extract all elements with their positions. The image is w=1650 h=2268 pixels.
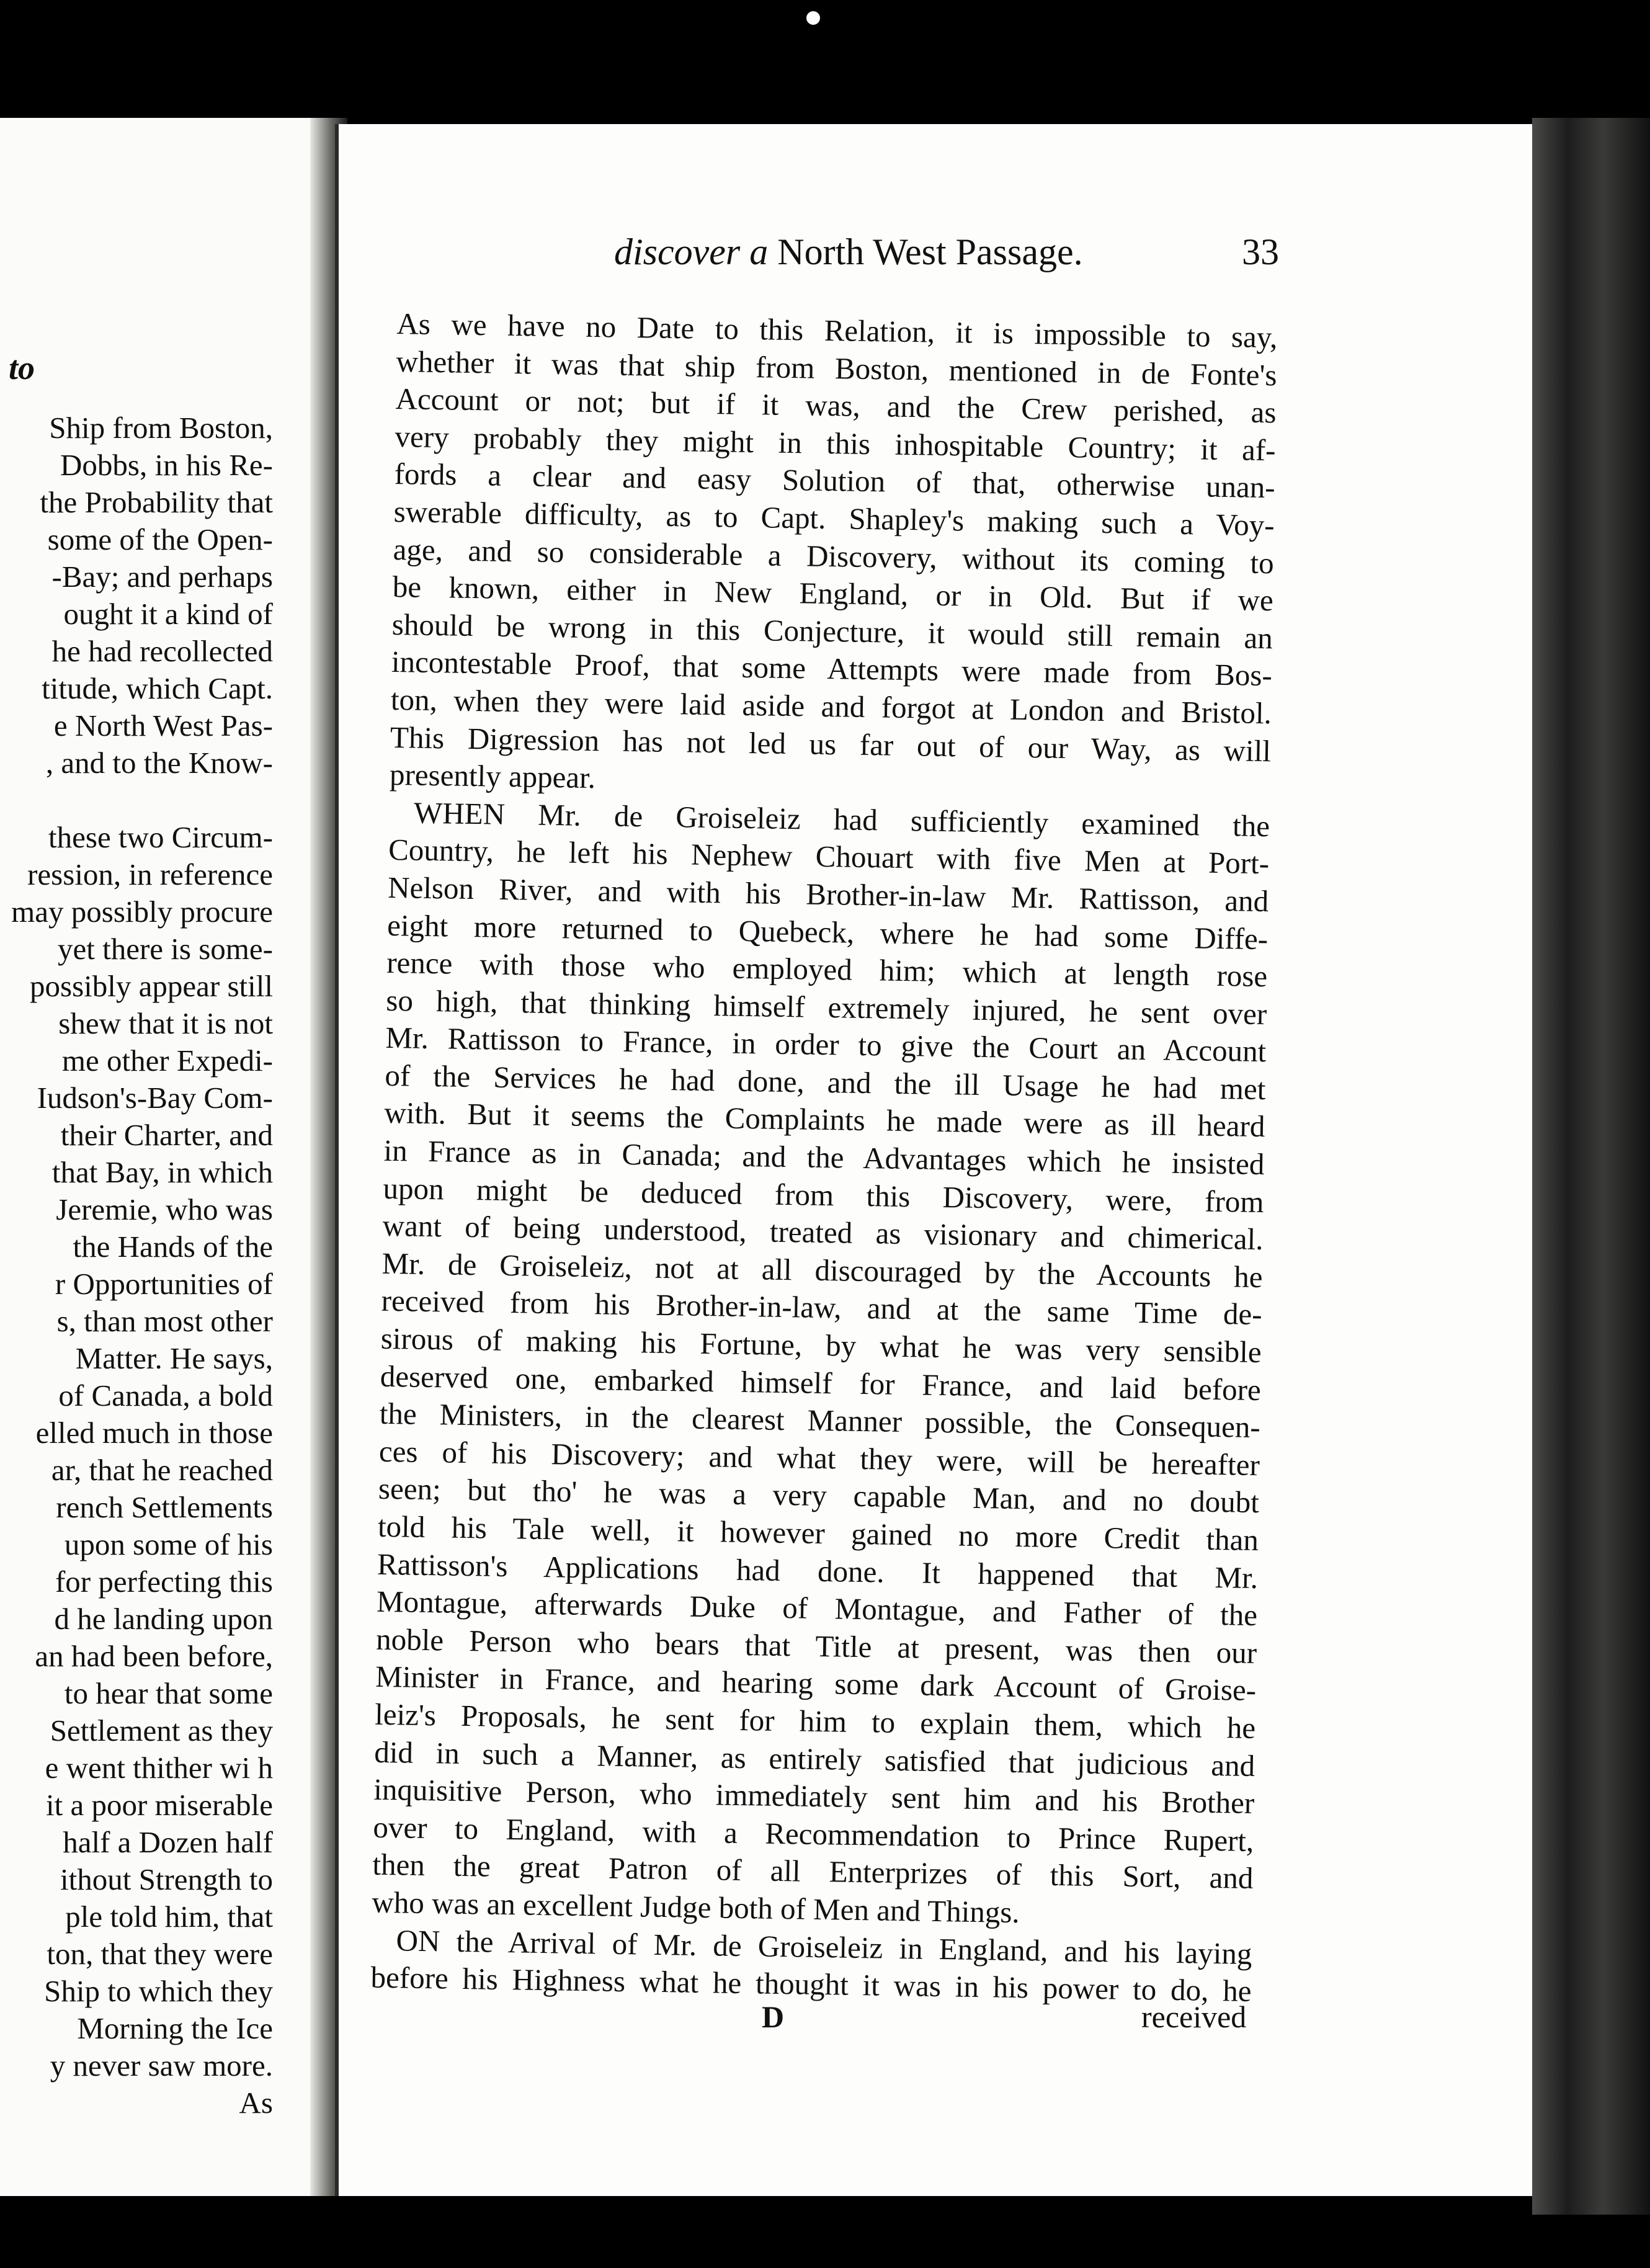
left-text-line: e North West Pas- (53, 708, 273, 743)
left-text-line: As (239, 2086, 273, 2120)
left-text-line: Ship to which they (44, 1974, 273, 2008)
text-line: did in such a Manner, as entirely satisfied that judicious and (373, 1734, 1255, 1783)
running-head-italic: discover a (614, 231, 769, 272)
paragraph-3 (370, 1921, 1252, 2010)
left-text-line: these two Circum- (48, 820, 273, 854)
text-line: who was an excellent Judge both of Men and Things. (372, 1885, 1020, 1930)
left-text-line: of Canada, a bold (58, 1378, 273, 1413)
text-line: eight more returned to Quebeck, where he had some Diffe- (386, 908, 1269, 956)
text-line: want of being understood, treated as visionary and chimerical. (382, 1208, 1264, 1257)
left-text-line: Matter. He says, (75, 1341, 273, 1375)
text-line: so high, that thinking himself extremely injured, he sent over (385, 983, 1267, 1031)
left-text-line: Jeremie, who was (56, 1192, 273, 1226)
text-line: swerable difficulty, as to Capt. Shapley's making such a Voy- (393, 494, 1275, 543)
left-text-line: d he landing upon (54, 1602, 273, 1636)
running-head-roman: North West Passage. (768, 231, 1083, 272)
left-text-line: , and to the Know- (45, 746, 273, 780)
book-edge (1532, 118, 1650, 2215)
text-line: seen; but tho' he was a very capable Man, and no doubt (378, 1471, 1260, 1520)
text-line: be known, either in New England, or in Old. But if we (392, 569, 1274, 618)
text-line: ton, when they were laid aside and forgot at London and Bristol. (390, 682, 1272, 731)
text-line: age, and so considerable a Discovery, without its coming to (393, 532, 1275, 580)
left-text-line (11, 782, 273, 819)
left-text-line: ression, in reference (27, 857, 273, 891)
left-text-line: y never saw more. (50, 2048, 273, 2083)
text-line: very probably they might in this inhospitable Country; it af- (395, 419, 1276, 468)
left-text-line: Dobbs, in his Re- (60, 448, 273, 482)
left-text-line: some of the Open- (47, 522, 273, 556)
page-speck (806, 11, 820, 25)
text-line: rence with those who employed him; which at length rose (386, 945, 1268, 994)
left-text-line: ple told him, that (65, 1900, 273, 1934)
text-line: before his Highness what he thought it was in his power to do, he (370, 1960, 1252, 2009)
left-text-line: ton, that they were (47, 1937, 273, 1971)
text-line: As we have no Date to this Relation, it is impossible to say, (396, 306, 1278, 355)
left-text-line: the Probability that (40, 485, 273, 519)
text-line: WHEN Mr. de Groiseleiz had sufficiently examined the (413, 795, 1270, 843)
left-running-head: to (9, 349, 35, 386)
paragraph-1 (390, 305, 1278, 808)
text-line: Country, he left his Nephew Chouart with five Men at Port- (388, 833, 1270, 881)
text-line: ON the Arrival of Mr. de Groiseleiz in England, and his laying (396, 1922, 1252, 1971)
left-text-line: Iudson's-Bay Com- (37, 1081, 273, 1115)
left-text-line: me other Expedi- (61, 1043, 273, 1078)
left-page-text (11, 409, 273, 2122)
text-line: This Digression has not led us far out of our Way, as will (390, 720, 1272, 768)
text-line: should be wrong in this Conjecture, it would still remain an (391, 607, 1273, 655)
left-text-line: titude, which Capt. (42, 671, 273, 705)
text-line: upon might be deduced from this Discovery, were, from (383, 1171, 1264, 1219)
text-line: Rattisson's Applications had done. It happened that Mr. (377, 1547, 1259, 1595)
signature-mark: D (762, 1999, 785, 2034)
text-line: Montague, afterwards Duke of Montague, and Father of the (376, 1584, 1258, 1633)
text-line: told his Tale well, it however gained no more Credit than (377, 1509, 1259, 1558)
left-text-line: Ship from Boston, (49, 411, 273, 445)
text-line: noble Person who bears that Title at present, was then our (375, 1622, 1257, 1670)
text-line: Account or not; but if it was, and the Crew perished, as (395, 382, 1277, 430)
left-text-line: upon some of his (64, 1527, 273, 1561)
left-text-line: Settlement as they (50, 1713, 273, 1748)
text-line: in France as in Canada; and the Advantages which he insisted (383, 1133, 1265, 1182)
left-text-line: elled much in those (35, 1416, 273, 1450)
page-number: 33 (1242, 231, 1279, 272)
left-text-line: it a poor miserable (45, 1788, 273, 1822)
text-line: Nelson River, and with his Brother-in-law Mr. Rattisson, and (387, 870, 1269, 919)
left-text-line: their Charter, and (60, 1118, 273, 1152)
left-text-line: may possibly procure (11, 895, 273, 929)
body-text (370, 305, 1278, 2011)
text-line: incontestable Proof, that some Attempts were made from Bos- (391, 645, 1273, 693)
left-text-line: Morning the Ice (77, 2011, 273, 2045)
left-text-line: ought it a kind of (63, 597, 273, 631)
text-line: ces of his Discovery; and what they were, will be hereafter (378, 1434, 1260, 1482)
text-line: with. But it seems the Complaints he made were as ill heard (384, 1096, 1265, 1144)
text-line: then the great Patron of all Enterprizes of this Sort, and (372, 1847, 1254, 1896)
text-line: the Ministers, in the clearest Manner possible, the Consequen- (379, 1396, 1261, 1445)
text-line: received from his Brother-in-law, and at the same Time de- (381, 1284, 1263, 1332)
text-line: inquisitive Person, who immediately sent him and his Brother (373, 1772, 1255, 1821)
left-text-line: possibly appear still (30, 969, 273, 1003)
text-line: Mr. Rattisson to France, in order to give the Court an Account (385, 1020, 1267, 1069)
catchword: received (1141, 1999, 1247, 2034)
running-head (614, 231, 1083, 274)
left-text-line: s, than most other (56, 1304, 273, 1338)
left-text-line: an had been before, (35, 1639, 273, 1673)
text-line: presently appear. (389, 757, 596, 795)
left-text-line: ar, that he reached (51, 1453, 273, 1487)
text-line: deserved one, embarked himself for France, and laid before (380, 1359, 1262, 1407)
text-line: whether it was that ship from Boston, mentioned in de Fonte's (396, 344, 1277, 392)
left-text-line: yet there is some- (58, 932, 273, 966)
text-line: over to England, with a Recommendation to Prince Rupert, (373, 1810, 1254, 1858)
left-text-line: he had recollected (51, 634, 273, 668)
text-line: of the Services he had done, and the ill Usage he had met (385, 1058, 1266, 1107)
left-facing-page (0, 118, 318, 2196)
text-line: fords a clear and easy Solution of that, otherwise unan- (394, 457, 1275, 505)
left-text-line: half a Dozen half (63, 1825, 273, 1859)
left-text-line: that Bay, in which (51, 1155, 273, 1189)
left-text-line: -Bay; and perhaps (51, 560, 273, 594)
text-line: leiz's Proposals, he sent for him to explain them, which he (374, 1697, 1256, 1745)
left-text-line: ithout Strength to (60, 1862, 273, 1896)
left-text-line: the Hands of the (73, 1230, 273, 1264)
text-line: Mr. de Groiseleiz, not at all discouraged by the Accounts he (381, 1246, 1263, 1294)
left-text-line: e went thither wi h (45, 1751, 273, 1785)
left-text-line: to hear that some (64, 1676, 273, 1710)
left-text-line: for perfecting this (55, 1565, 273, 1599)
paragraph-2 (372, 794, 1270, 1935)
left-text-line: r Opportunities of (55, 1267, 273, 1301)
text-line: sirous of making his Fortune, by what he was very sensible (380, 1321, 1262, 1370)
left-text-line: shew that it is not (58, 1006, 273, 1040)
text-line: Minister in France, and hearing some dark Account of Groise- (375, 1659, 1257, 1708)
left-text-line: rench Settlements (56, 1490, 273, 1524)
